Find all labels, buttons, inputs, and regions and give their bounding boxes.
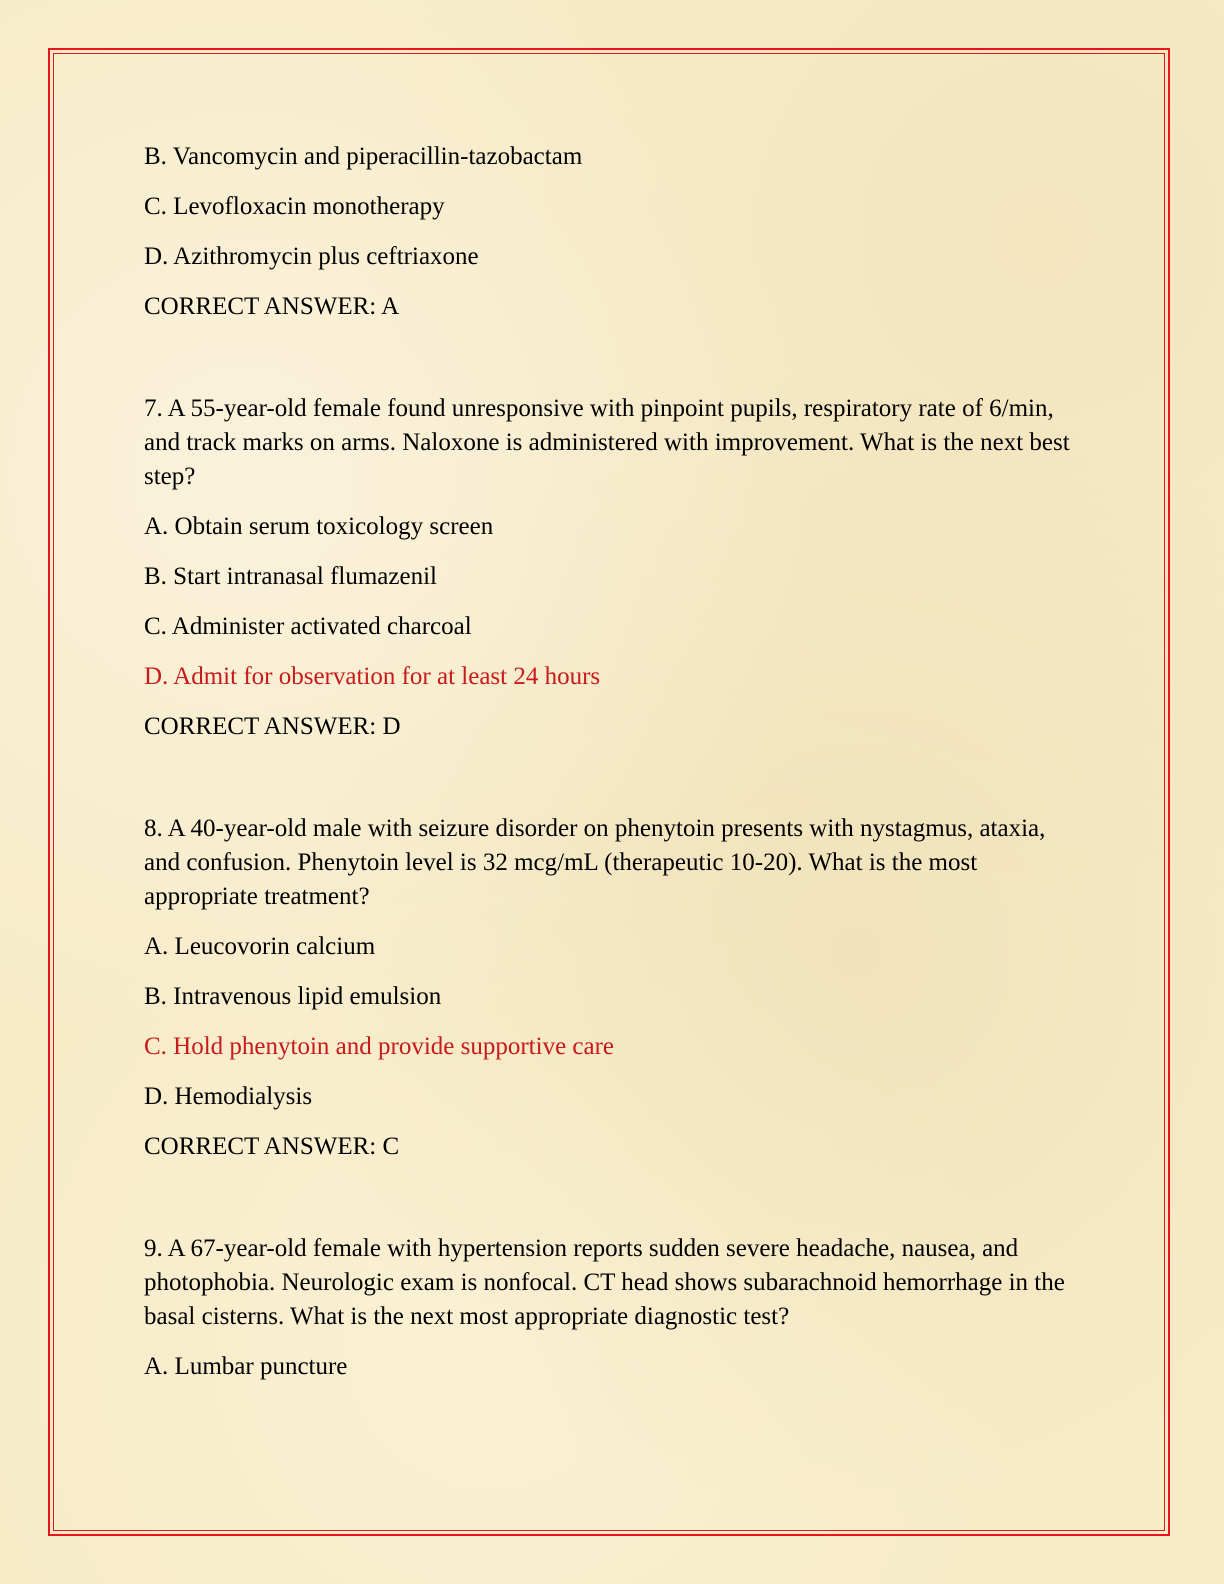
option-a: A. Leucovorin calcium <box>144 933 376 960</box>
option-c: C. Levofloxacin monotherapy <box>144 193 445 220</box>
option-d-highlighted: D. Admit for observation for at least 24 hours <box>144 663 601 690</box>
question-text: 7. A 55-year-old female found unresponsive with pinpoint pupils, respiratory rate of 6/min, and track marks on arms. Naloxone is administered with improvement. What is the next best step? <box>144 395 1070 490</box>
option-c-highlighted: C. Hold phenytoin and provide supportive care <box>144 1033 615 1060</box>
question-8 <box>144 812 1084 1164</box>
spacer <box>144 340 1084 392</box>
correct-answer: CORRECT ANSWER: A <box>144 293 400 320</box>
option-a: A. Lumbar puncture <box>144 1353 348 1380</box>
question-6-continuation <box>144 140 1084 324</box>
question-text: 9. A 67-year-old female with hypertension reports sudden severe headache, nausea, and photophobia. Neurologic exam is nonfocal. CT head shows subarachnoid hemorrhage in the basal cisterns. What is the next most appropriate diagnostic test? <box>144 1235 1065 1330</box>
option-b: B. Intravenous lipid emulsion <box>144 983 442 1010</box>
document-content <box>144 140 1084 1400</box>
option-c: C. Administer activated charcoal <box>144 613 472 640</box>
correct-answer: CORRECT ANSWER: C <box>144 1133 400 1160</box>
option-b: B. Start intranasal flumazenil <box>144 563 437 590</box>
option-d: D. Hemodialysis <box>144 1083 313 1110</box>
spacer <box>144 760 1084 812</box>
question-text: 8. A 40-year-old male with seizure disorder on phenytoin presents with nystagmus, ataxia, and confusion. Phenytoin level is 32 mcg/mL (therapeutic 10-20). What is the most appropriate treatment? <box>144 815 1046 910</box>
option-a: A. Obtain serum toxicology screen <box>144 513 494 540</box>
option-d: D. Azithromycin plus ceftriaxone <box>144 243 479 270</box>
spacer <box>144 1180 1084 1232</box>
question-9 <box>144 1232 1084 1384</box>
correct-answer: CORRECT ANSWER: D <box>144 713 401 740</box>
question-7 <box>144 392 1084 744</box>
option-b: B. Vancomycin and piperacillin-tazobactam <box>144 143 583 170</box>
